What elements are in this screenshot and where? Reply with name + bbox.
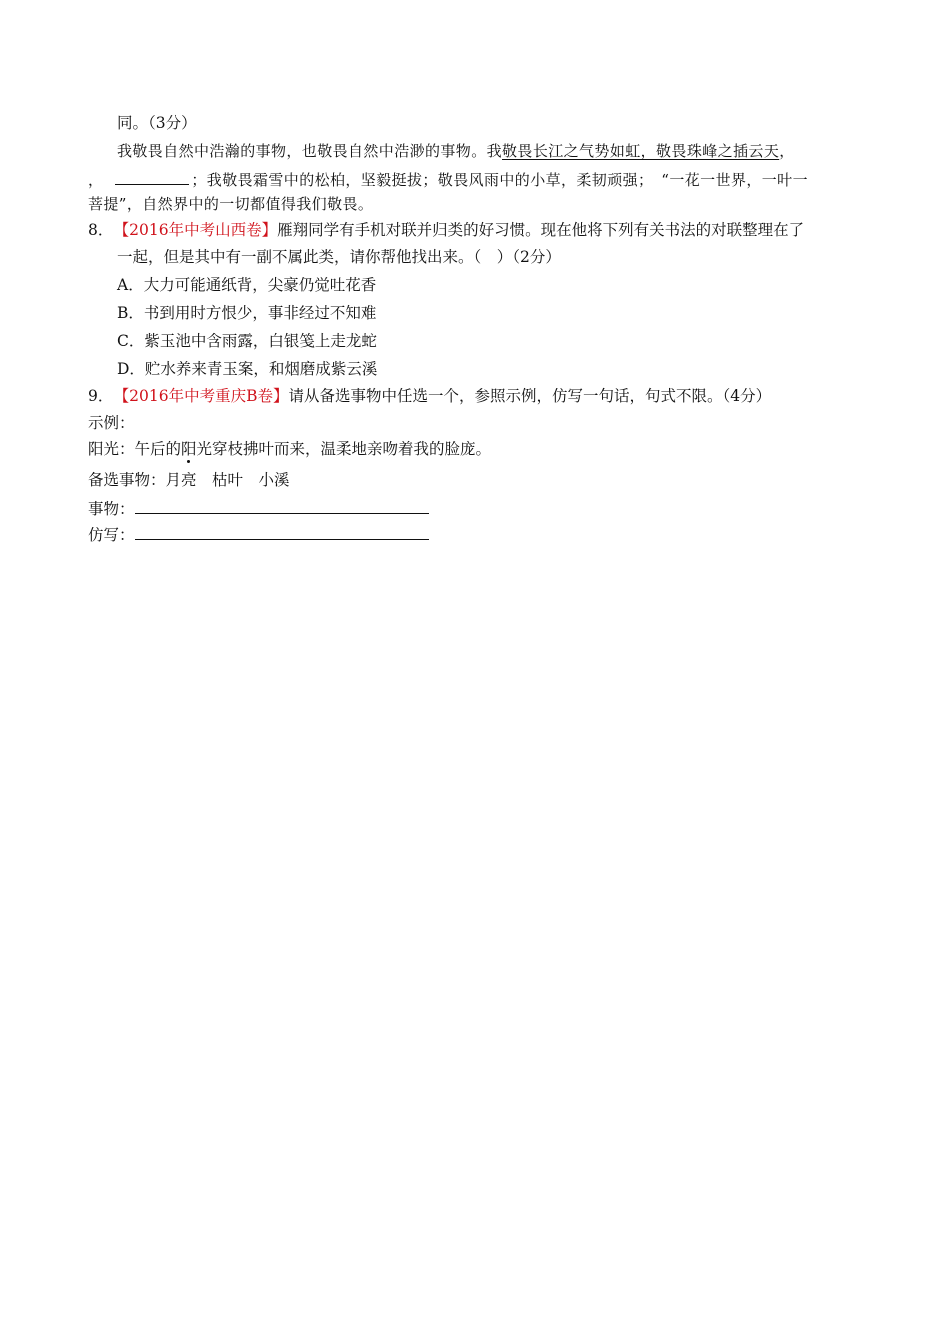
q8-stem-line2 (117, 247, 561, 267)
q9-example-emphasis-char: 阳 (181, 440, 197, 458)
q7-line2 (88, 168, 808, 190)
q9-write-blank[interactable] (135, 523, 429, 540)
q8-stem-text2: 一起，但是其中有一副不属此类，请你帮他找出来。（ ）（2分） (117, 248, 561, 266)
q8-option-d[interactable] (117, 359, 377, 379)
q8-option-a-text: A．大力可能通纸背，尖豪仍觉吐花香 (117, 276, 377, 294)
q8-option-d-text: D．贮水养来青玉案，和烟磨成紫云溪 (117, 360, 378, 378)
q7-line1-comma: ， (779, 142, 795, 160)
q9-thing-blank[interactable] (135, 497, 429, 514)
q9-example-label-text: 示例： (88, 414, 135, 432)
q9-example-text-b: 光穿枝拂叶而来，温柔地亲吻着我的脸庞。 (196, 440, 492, 458)
q9-stem-text: 请从备选事物中任选一个，参照示例，仿写一句话，句式不限。（4分） (288, 387, 772, 405)
q9-thing-line (88, 497, 429, 519)
q7-line2-text: ；我敬畏霜雪中的松柏，坚毅挺拔；敬畏风雨中的小草，柔韧顽强； “一花一世界，一叶一 (191, 171, 808, 189)
q8-option-b-text: B．书到用时方恨少，事非经过不知难 (117, 304, 377, 322)
q8-option-c-text: C．紫玉池中含雨露，白银笺上走龙蛇 (117, 332, 377, 350)
q9-number: 9． (88, 387, 114, 405)
q7-line1 (117, 141, 795, 161)
q7-line3 (88, 194, 373, 214)
q8-option-c[interactable] (117, 331, 377, 351)
q9-example-text-a: 阳光：午后的 (88, 440, 182, 458)
q7-underlined-example: 敬畏长江之气势如虹，敬畏珠峰之插云天 (502, 142, 780, 160)
q7-score-line (117, 113, 197, 133)
q8-source-tag: 【2016年中考山西卷】 (121, 221, 278, 239)
q9-stem-line (88, 386, 771, 406)
q8-option-b[interactable] (117, 303, 376, 323)
q9-example-line (88, 439, 491, 459)
q9-example-label (88, 413, 135, 433)
q9-write-line (88, 523, 429, 545)
q8-stem-line1 (88, 220, 804, 240)
q9-source-tag: 【2016年中考重庆B卷】 (121, 387, 289, 405)
q9-choices-line (88, 470, 290, 490)
q8-number: 8． (88, 221, 114, 239)
q7-line1-text: 我敬畏自然中浩瀚的事物，也敬畏自然中浩渺的事物。我 (117, 142, 503, 160)
q7-line3-text: 菩提”，自然界中的一切都值得我们敬畏。 (88, 195, 374, 213)
q7-line0-text: 同。（3分） (117, 114, 197, 132)
q7-line2-comma: ， (88, 171, 104, 189)
q9-write-label: 仿写： (88, 526, 135, 544)
q8-option-a[interactable] (117, 275, 376, 295)
q7-answer-blank[interactable] (115, 168, 189, 185)
q9-thing-label: 事物： (88, 500, 135, 518)
q9-choices-text: 备选事物：月亮 枯叶 小溪 (88, 471, 290, 489)
q8-stem-text1: 雁翔同学有手机对联并归类的好习惯。现在他将下列有关书法的对联整理在了 (277, 221, 805, 239)
